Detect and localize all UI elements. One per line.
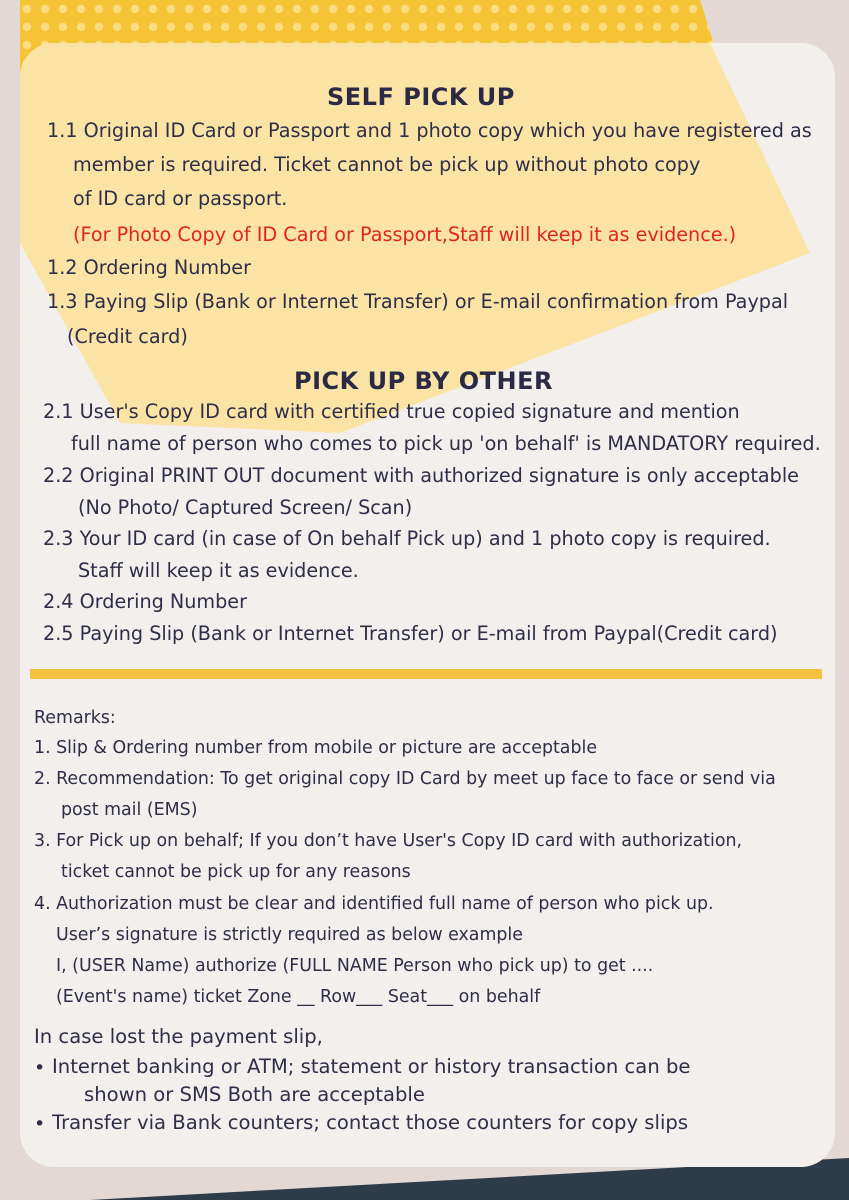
bullet-icon: • — [34, 1113, 46, 1135]
list-item: 2.2 Original PRINT OUT document with authorized signature is only acceptable — [43, 464, 799, 487]
section-divider — [30, 669, 822, 679]
remark-line: I, (USER Name) authorize (FULL NAME Person who pick up) to get .... — [56, 956, 654, 976]
list-item: 2.3 Your ID card (in case of On behalf Pick up) and 1 photo copy is required. — [43, 527, 771, 550]
list-item: 1.2 Ordering Number — [47, 256, 251, 279]
list-item: of ID card or passport. — [73, 187, 288, 210]
section-title-self-pickup: SELF PICK UP — [327, 83, 515, 111]
list-item: 2.1 User's Copy ID card with certified true copied signature and mention — [43, 400, 740, 423]
info-card — [20, 43, 835, 1167]
list-item: 2.4 Ordering Number — [43, 590, 247, 613]
evidence-note: (For Photo Copy of ID Card or Passport,Staff will keep it as evidence.) — [73, 223, 737, 246]
remarks-heading: Remarks: — [34, 708, 116, 728]
lost-slip-item: Transfer via Bank counters; contact those counters for copy slips — [52, 1111, 689, 1134]
list-item: full name of person who comes to pick up 'on behalf' is MANDATORY required. — [71, 432, 821, 455]
remark-line: 1. Slip & Ordering number from mobile or picture are acceptable — [34, 738, 598, 758]
bullet-icon: • — [34, 1057, 46, 1079]
list-item: (Credit card) — [67, 325, 188, 348]
remark-line: 3. For Pick up on behalf; If you don’t have User's Copy ID card with authorization, — [34, 831, 743, 851]
list-item: Staff will keep it as evidence. — [78, 559, 359, 582]
section-title-pickup-by-other: PICK UP BY OTHER — [294, 367, 553, 395]
remark-line: ticket cannot be pick up for any reasons — [61, 862, 411, 882]
remark-line: 4. Authorization must be clear and identified full name of person who pick up. — [34, 894, 714, 914]
lost-slip-item: shown or SMS Both are acceptable — [84, 1083, 425, 1106]
list-item: 1.3 Paying Slip (Bank or Internet Transfer) or E-mail confirmation from Paypal — [47, 290, 789, 313]
list-item: (No Photo/ Captured Screen/ Scan) — [78, 496, 413, 519]
remark-line: (Event's name) ticket Zone __ Row___ Seat___ on behalf — [56, 987, 541, 1007]
list-item: member is required. Ticket cannot be pick up without photo copy — [73, 153, 701, 176]
lost-slip-heading: In case lost the payment slip, — [34, 1025, 323, 1048]
list-item: 1.1 Original ID Card or Passport and 1 photo copy which you have registered as — [47, 119, 812, 142]
list-item: 2.5 Paying Slip (Bank or Internet Transfer) or E-mail from Paypal(Credit card) — [43, 622, 778, 645]
remark-line: User’s signature is strictly required as below example — [56, 925, 523, 945]
lost-slip-item: Internet banking or ATM; statement or history transaction can be — [52, 1055, 691, 1078]
remark-line: post mail (EMS) — [61, 800, 198, 820]
remark-line: 2. Recommendation: To get original copy ID Card by meet up face to face or send via — [34, 769, 776, 789]
